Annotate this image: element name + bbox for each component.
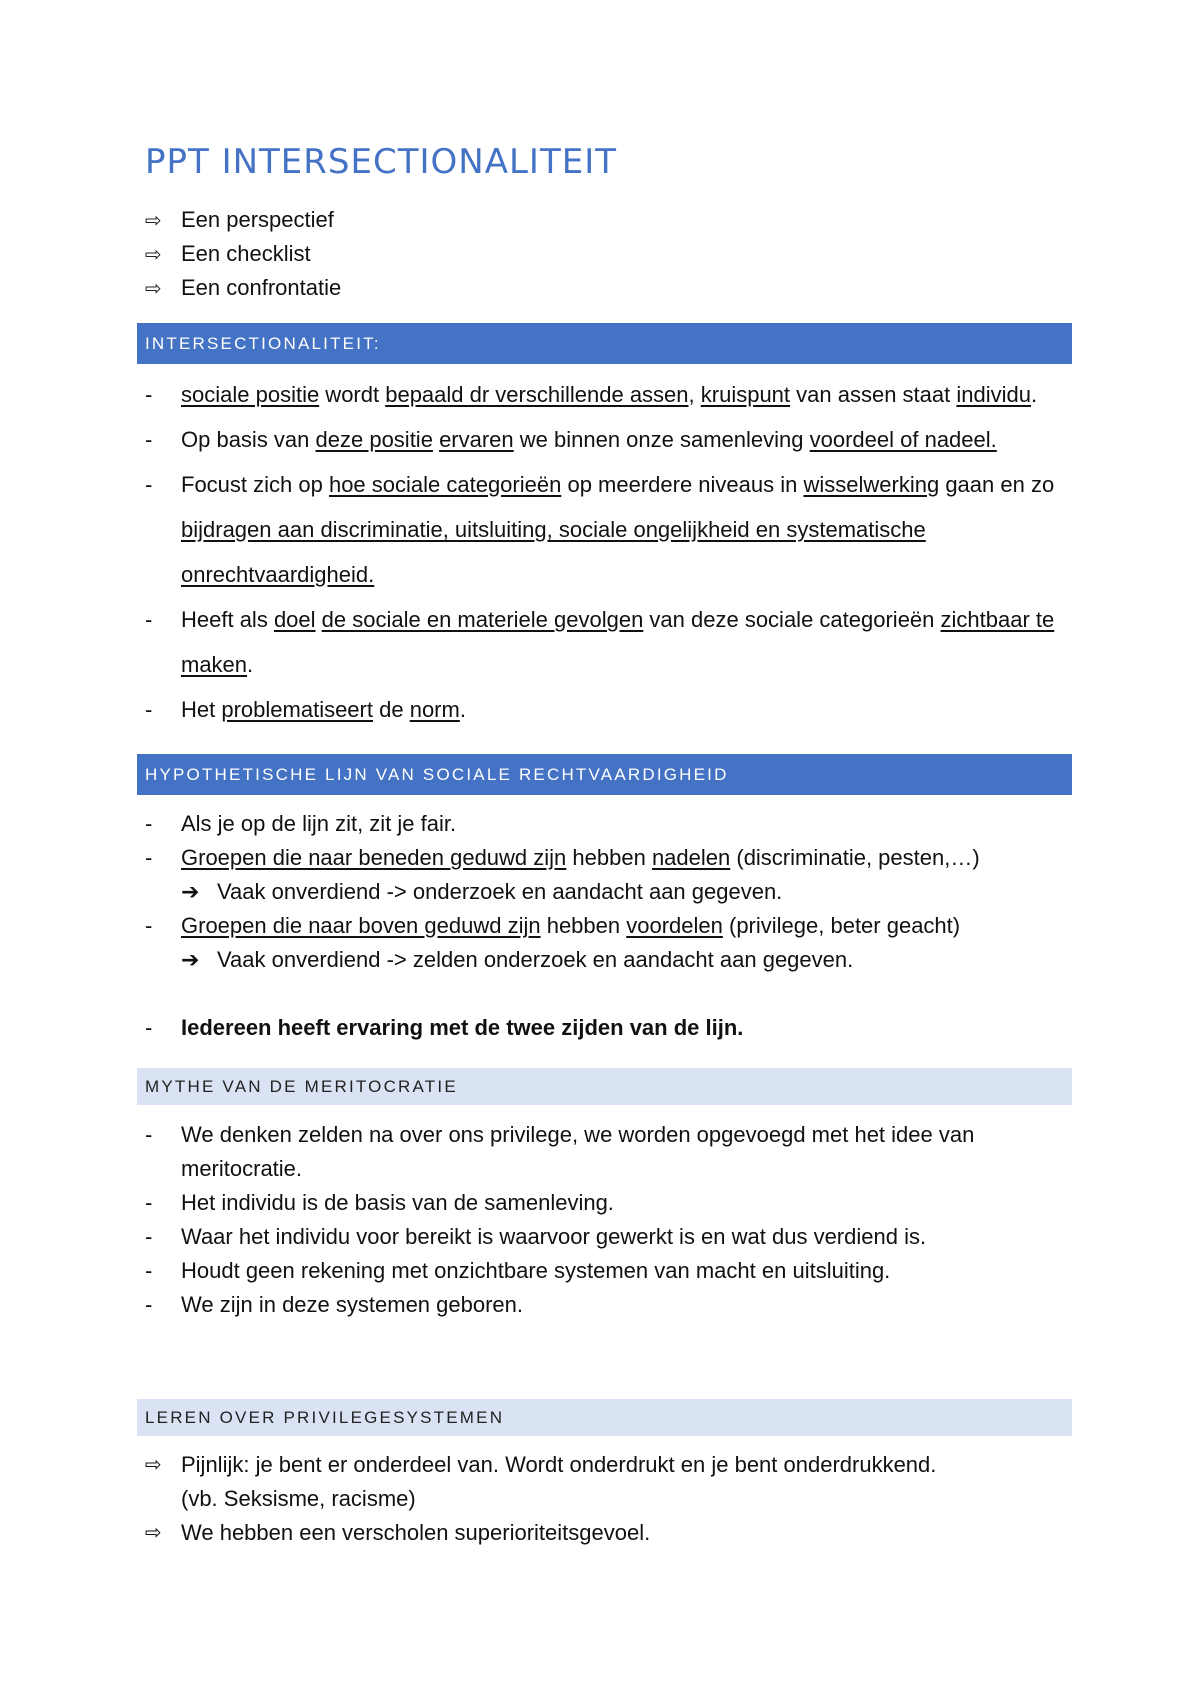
list-item: - Als je op de lijn zit, zit je fair. xyxy=(145,811,457,836)
section-heading-hypothetische-lijn: HYPOTHETISCHE LIJN VAN SOCIALE RECHTVAARDIGHEID xyxy=(137,754,1072,795)
list-item: - Op basis van deze positie ervaren we binnen onze samenleving voordeel of nadeel. xyxy=(145,427,997,452)
list-item: ⇨ Een checklist xyxy=(145,241,311,266)
list-item: ⇨ Een confrontatie xyxy=(145,275,342,300)
section-body-privilegesystemen xyxy=(145,1448,1065,1550)
list-item: ⇨ Een perspectief xyxy=(145,207,334,232)
list-item: ⇨ Pijnlijk: je bent er onderdeel van. Wordt onderdrukt en je bent onderdrukkend. (vb. Seksisme, racisme) xyxy=(145,1448,1065,1516)
list-item: ⇨ We hebben een verscholen superioriteitsgevoel. xyxy=(145,1516,1065,1550)
section-heading-privilegesystemen: LEREN OVER PRIVILEGESYSTEMEN xyxy=(137,1399,1072,1436)
outline-right-arrow-icon: ⇨ xyxy=(145,1454,162,1476)
list-item: - We denken zelden na over ons privilege, we worden opgevoegd met het idee van meritocratie. xyxy=(145,1122,975,1181)
sub-list-item: ➔ Vaak onverdiend -> onderzoek en aandacht aan gegeven. xyxy=(145,875,1065,909)
bold-right-arrow-icon: ➔ xyxy=(181,879,200,904)
section-body-intersectionaliteit xyxy=(145,372,1065,732)
list-item: - Waar het individu voor bereikt is waarvoor gewerkt is en wat dus verdiend is. xyxy=(145,1224,927,1249)
page-title: PPT INTERSECTIONALITEIT xyxy=(145,142,617,182)
list-item: - Het problematiseert de norm. xyxy=(145,697,466,722)
list-item: - Groepen die naar boven geduwd zijn hebben voordelen (privilege, beter geacht) xyxy=(145,913,961,938)
list-item: - Heeft als doel de sociale en materiele gevolgen van deze sociale categorieën zichtbaar te maken. xyxy=(145,607,1055,677)
list-item: - Houdt geen rekening met onzichtbare systemen van macht en uitsluiting. xyxy=(145,1258,891,1283)
sub-list-item: ➔ Vaak onverdiend -> zelden onderzoek en aandacht aan gegeven. xyxy=(145,943,1065,977)
list-item: - We zijn in deze systemen geboren. xyxy=(145,1292,523,1317)
bold-right-arrow-icon: ➔ xyxy=(181,947,200,972)
section-body-hypothetische-lijn xyxy=(145,807,1065,1045)
outline-right-arrow-icon: ⇨ xyxy=(145,243,162,266)
list-item: - Iedereen heeft ervaring met de twee zijden van de lijn. xyxy=(145,1015,744,1040)
list-item: - Groepen die naar beneden geduwd zijn hebben nadelen (discriminatie, pesten,…) xyxy=(145,845,980,870)
intro-list xyxy=(145,203,341,305)
list-item: - sociale positie wordt bepaald dr verschillende assen, kruispunt van assen staat individu. xyxy=(145,382,1038,407)
section-heading-meritocratie: MYTHE VAN DE MERITOCRATIE xyxy=(137,1068,1072,1105)
section-body-meritocratie xyxy=(145,1118,1065,1322)
list-item: - Focust zich op hoe sociale categorieën op meerdere niveaus in wisselwerking gaan en zo bijdragen aan discriminatie, uitsluiting, sociale ongelijkheid en systematische onrechtvaardigheid. xyxy=(145,472,1055,587)
outline-right-arrow-icon: ⇨ xyxy=(145,209,162,232)
outline-right-arrow-icon: ⇨ xyxy=(145,1522,162,1544)
list-item: - Het individu is de basis van de samenleving. xyxy=(145,1190,614,1215)
section-heading-intersectionaliteit: INTERSECTIONALITEIT: xyxy=(137,323,1072,364)
outline-right-arrow-icon: ⇨ xyxy=(145,277,162,300)
